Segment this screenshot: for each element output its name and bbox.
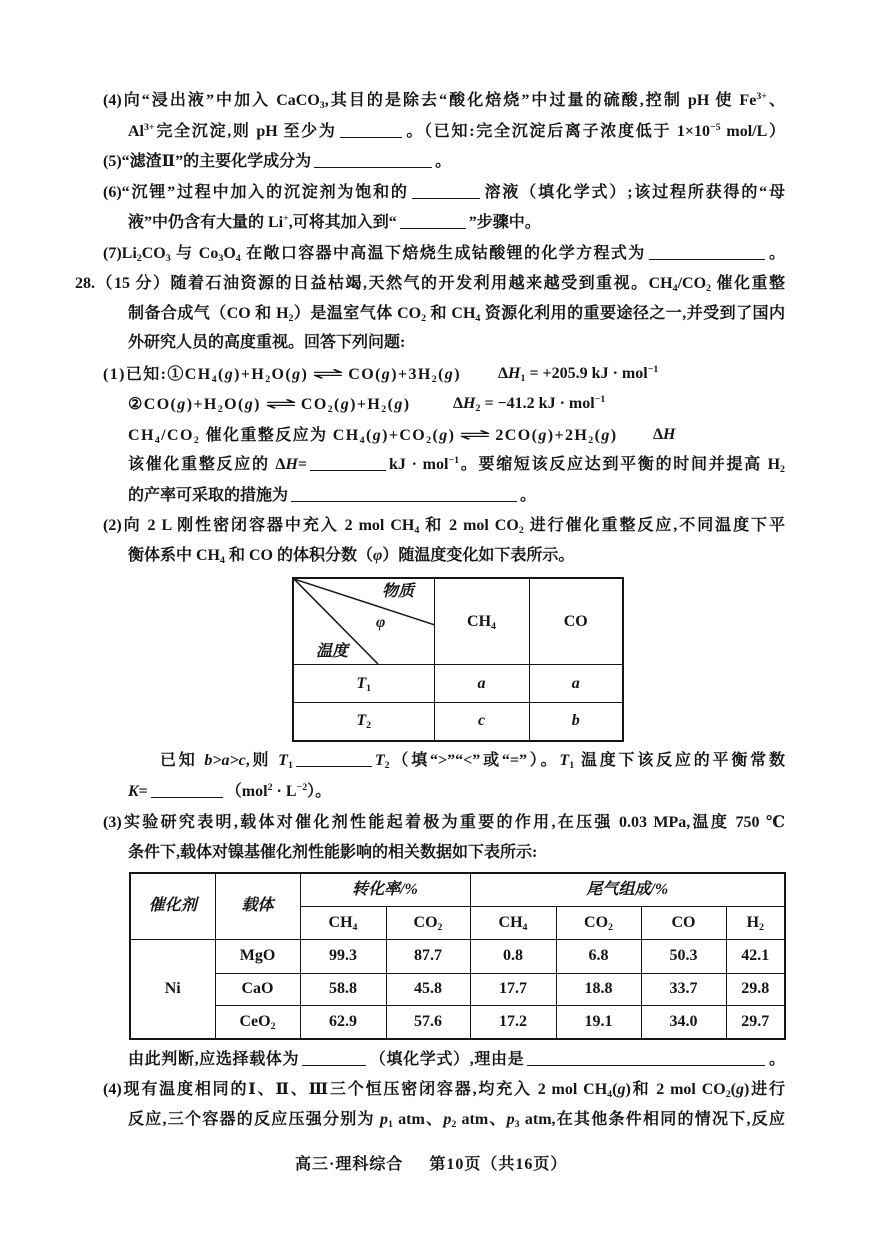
text-run: 。要缩短该反应达到平衡的时间并提高 H — [459, 456, 781, 473]
italic-symbol: g — [340, 396, 351, 413]
subscript: 2 — [759, 921, 764, 933]
text-run: Al — [128, 123, 144, 140]
subscript: 2 — [193, 434, 201, 446]
subscript: 2 — [780, 463, 785, 475]
subscript: 4 — [211, 373, 218, 385]
italic-symbol: g — [394, 396, 404, 413]
italic-symbol: g — [372, 427, 383, 444]
answer-blank — [649, 245, 765, 260]
superscript: + — [283, 213, 289, 225]
text-run: (1)已知:①CH — [103, 366, 212, 383]
italic-symbol: g — [292, 366, 302, 383]
table-cell: 33.7 — [641, 973, 726, 1005]
header-catalyst: 催化剂 — [130, 873, 215, 939]
column-axis-label: 物质 — [382, 583, 415, 600]
italic-symbol: g — [444, 366, 455, 383]
italic-symbol: p — [379, 1111, 388, 1128]
text-run: ( — [387, 396, 395, 413]
table-cell: 17.2 — [470, 1005, 556, 1039]
text-run: )+3H — [391, 366, 432, 383]
text-run: 和 CO 的体积分数（ — [224, 547, 373, 564]
text-run: ）随温度变化如下表所示。 — [382, 547, 575, 564]
superscript: 3+ — [756, 91, 767, 103]
table-row — [130, 973, 785, 1005]
table-cell: 58.8 — [300, 973, 386, 1005]
header-tail-gas-group: 尾气组成/% — [470, 873, 785, 906]
table-cell: a — [529, 665, 623, 703]
italic-symbol: T — [278, 752, 288, 769]
row-axis-label: 温度 — [316, 643, 349, 660]
italic-symbol: g — [244, 396, 255, 413]
answer-blank — [412, 184, 480, 199]
subscript: 2 — [384, 759, 390, 771]
q28-part4-line1 — [103, 1079, 785, 1101]
answer-blank — [340, 123, 402, 138]
answer-blank — [527, 1051, 765, 1066]
table-cell: 19.1 — [556, 1005, 641, 1039]
text-run: (4)向“浸出液”中加入 CaCO — [103, 92, 320, 109]
italic-symbol: g — [736, 1081, 744, 1098]
superscript: −5 — [710, 122, 721, 134]
subheader-tail-h2 — [726, 906, 785, 939]
equilibrium-arrow-icon: ⇌ — [312, 364, 345, 383]
header-support: 载体 — [215, 873, 300, 939]
text-run: 溶液（填化学式）;该过程所获得的“母 — [482, 184, 785, 201]
italic-symbol: H — [285, 456, 298, 473]
subheader-tail-ch4 — [470, 906, 556, 939]
subscript: 2 — [265, 373, 272, 385]
subscript: 3 — [218, 252, 224, 264]
text-run: ,其目的是除去“酸化焙烧”中过量的硫酸,控制 pH 使 Fe — [324, 92, 757, 109]
text-run: CO — [563, 612, 588, 630]
subscript: 4 — [491, 620, 496, 632]
text-run: ②CO( — [128, 396, 178, 413]
subscript: 2 — [381, 403, 388, 415]
text-run: )+CO — [382, 427, 427, 444]
italic-symbol: g — [381, 366, 392, 383]
text-run: （填化学式）,理由是 — [369, 1051, 525, 1068]
subscript: 2 — [588, 434, 595, 446]
subscript: 4 — [220, 554, 225, 566]
text-run: Δ — [498, 365, 509, 382]
table-cell: 57.6 — [386, 1005, 470, 1039]
italic-symbol: T — [559, 752, 570, 769]
subscript: 2 — [426, 434, 433, 446]
text-run: O( — [224, 396, 245, 413]
text-run: ( — [594, 427, 602, 444]
text-run: （mol — [225, 783, 268, 800]
superscript: −1 — [448, 455, 460, 467]
text-run: ,则 — [245, 752, 279, 769]
subscript: 2 — [431, 373, 439, 385]
q28-part4-line2 — [128, 1109, 785, 1131]
text-run: ( — [334, 396, 341, 413]
text-run: ) — [448, 427, 456, 444]
text-run: 外研究人员的高度重视。回答下列问题: — [128, 334, 406, 351]
subscript: 2 — [270, 1020, 276, 1032]
column-header-ch4 — [434, 578, 529, 665]
equilibrium-arrow-icon: ⇌ — [264, 394, 297, 413]
table-cell: 0.8 — [470, 939, 556, 973]
footer-subject: 高三·理科综合 — [295, 1156, 404, 1173]
table-cell: 50.3 — [641, 939, 726, 973]
q27-part7-line1 — [103, 243, 785, 265]
italic-symbol: H — [508, 365, 521, 382]
text-run: )进行 — [744, 1081, 785, 1098]
table-row — [130, 939, 785, 973]
page-footer — [295, 1154, 567, 1176]
q27-part5-line1 — [103, 151, 451, 173]
subscript: 3 — [514, 1118, 520, 1130]
support-cell — [215, 939, 300, 973]
italic-symbol: p — [506, 1111, 515, 1128]
text-run: 反应,三个容器的反应压强分别为 — [128, 1111, 380, 1128]
italic-symbol: H — [663, 426, 676, 443]
equilibrium-arrow-icon: ⇌ — [459, 425, 492, 444]
text-run: 和 CH — [426, 305, 476, 322]
subscript: 3 — [165, 252, 171, 264]
text-run: (2)向 2 L 刚性密闭容器中充入 2 mol CH — [103, 517, 415, 534]
text-run: 条件下,载体对镍基催化剂性能影响的相关数据如下表所示: — [128, 844, 538, 861]
table-row — [130, 1005, 785, 1039]
q28-part1-enthalpy3 — [653, 424, 675, 446]
q28-part1-equation2 — [128, 393, 411, 415]
italic-symbol: g — [617, 1081, 626, 1098]
text-run: (3)实验研究表明,载体对催化剂性能起着极为重要的作用,在压强 0.03 MPa,温度 750 ℃ — [103, 814, 785, 831]
text-run: ) — [254, 396, 261, 413]
superscript: −2 — [296, 782, 308, 794]
text-run: 的产率可采取的措施为 — [128, 487, 289, 504]
italic-symbol: K — [128, 783, 139, 800]
text-run: CH — [128, 427, 155, 444]
volume-fraction-table — [292, 577, 624, 742]
text-run: )+2H — [547, 427, 589, 444]
text-run: 液”中仍含有大量的 Li — [128, 214, 284, 231]
text-run: MgO — [239, 947, 276, 964]
subscript: 4 — [522, 921, 528, 933]
text-run: atm、 — [456, 1111, 507, 1128]
subscript: 2 — [706, 282, 711, 294]
q28-part1-equation3 — [128, 424, 617, 446]
text-run: 与 Co — [170, 245, 219, 262]
text-run: 。（已知:完全沉淀后离子浓度低于 1×10 — [404, 123, 711, 140]
q27-part6-line2 — [128, 212, 541, 234]
answer-blank — [302, 1051, 366, 1066]
value-axis-label: φ — [376, 614, 386, 631]
text-run: 催化重整 — [710, 275, 785, 292]
text-run: ( — [217, 366, 225, 383]
text-run: CeO — [239, 1012, 271, 1030]
subheader-tail-co2 — [556, 906, 641, 939]
text-run: ( — [432, 427, 440, 444]
subscript: 2 — [518, 524, 524, 536]
text-run: atm、 — [392, 1111, 444, 1128]
table-corner-header — [293, 578, 434, 665]
answer-blank — [296, 752, 372, 767]
text-run: （填“>”“<”或“=”）。 — [389, 752, 560, 769]
italic-symbol: T — [356, 712, 367, 730]
text-run: (4)现有温度相同的Ⅰ、Ⅱ、Ⅲ三个恒压密闭容器,均充入 2 mol CH — [103, 1081, 608, 1098]
subscript: 3 — [319, 99, 325, 111]
catalyst-cell: Ni — [130, 939, 215, 1039]
text-run: 催化重整反应为 CH — [200, 427, 360, 444]
q28-part2-line2 — [128, 545, 574, 567]
text-run: = — [138, 783, 148, 800]
answer-blank — [291, 487, 517, 502]
table-cell: 6.8 — [556, 939, 641, 973]
text-run: ( — [365, 427, 373, 444]
subscript: 4 — [235, 252, 241, 264]
table-row — [293, 703, 623, 741]
text-run: CH — [328, 913, 353, 931]
subheader-conversion-co2 — [386, 906, 470, 939]
text-run: 、 — [766, 92, 785, 109]
text-run: (6)“沉锂”过程中加入的沉淀剂为饱和的 — [103, 184, 409, 201]
subscript: 1 — [366, 682, 372, 694]
text-run: 。 — [435, 153, 452, 170]
text-run: Δ — [653, 426, 664, 443]
italic-symbol: g — [538, 427, 548, 444]
subscript: 2 — [725, 1088, 731, 1100]
text-run: ( — [730, 1081, 736, 1098]
text-run: ) — [403, 396, 411, 413]
table-row — [293, 665, 623, 703]
subscript: 2 — [366, 720, 372, 732]
subscript: 2 — [136, 252, 142, 264]
text-run: Δ — [453, 395, 464, 412]
text-run: = +205.9 kJ · mol — [525, 365, 648, 382]
italic-symbol: b>a>c — [204, 752, 246, 769]
table-cell: b — [529, 703, 623, 741]
text-run: 温度下该反应的平衡常数 — [574, 752, 785, 769]
italic-symbol: H — [463, 395, 476, 412]
q27-part6-line1 — [103, 182, 785, 204]
support-cell — [215, 1005, 300, 1039]
q27-part4-line1 — [103, 90, 785, 112]
text-run: CO — [671, 913, 696, 931]
text-run: 2CO( — [495, 427, 539, 444]
text-run: )+H — [186, 396, 218, 413]
table-cell: 29.8 — [726, 973, 785, 1005]
text-run: ) — [454, 366, 461, 383]
subscript: 2 — [421, 312, 427, 324]
table-header-row — [130, 873, 785, 906]
support-cell — [215, 973, 300, 1005]
text-run: CO — [300, 396, 328, 413]
table-header-row — [293, 578, 623, 665]
q28-part1-enthalpy1 — [498, 363, 658, 385]
text-run: ) — [301, 366, 309, 383]
text-run: (7)Li — [103, 245, 137, 262]
answer-blank — [151, 783, 223, 798]
text-run: = −41.2 kJ · mol — [480, 395, 595, 412]
subheader-tail-co — [641, 906, 726, 939]
text-run: CO — [413, 913, 438, 931]
subscript: 4 — [607, 1088, 613, 1100]
superscript: −1 — [647, 364, 659, 376]
row-label-t1 — [293, 665, 434, 703]
text-run: = — [297, 456, 308, 473]
text-run: CO — [584, 913, 609, 931]
italic-symbol: φ — [372, 547, 383, 564]
subscript: 2 — [475, 402, 481, 414]
q28-intro-line1 — [75, 273, 785, 295]
text-run: /CO — [161, 427, 194, 444]
text-run: )+H — [234, 366, 266, 383]
text-run: CaO — [241, 980, 274, 997]
text-run: ( — [612, 1081, 618, 1098]
text-run: O — [223, 245, 236, 262]
italic-symbol: g — [439, 427, 449, 444]
catalyst-support-table — [129, 872, 786, 1040]
italic-symbol: T — [374, 752, 385, 769]
text-run: 该催化重整反应的 Δ — [128, 456, 286, 473]
subscript: 4 — [414, 524, 420, 536]
q28-part3-line1 — [103, 812, 785, 834]
table-cell: 18.8 — [556, 973, 641, 1005]
subscript: 2 — [327, 403, 335, 415]
subscript: 1 — [520, 372, 526, 384]
superscript: 3+ — [144, 122, 155, 134]
subscript: 4 — [154, 434, 162, 446]
q28-part3-line3 — [128, 1049, 785, 1071]
corner-header-box — [294, 579, 435, 664]
header-conversion-group: 转化率/% — [300, 873, 470, 906]
subscript: 1 — [387, 1118, 393, 1130]
subscript: 4 — [359, 434, 366, 446]
text-run: O( — [271, 366, 293, 383]
footer-page-number: 第10页（共16页） — [429, 1156, 568, 1173]
text-run: H — [746, 913, 760, 931]
text-run: ”步骤中。 — [468, 214, 541, 231]
subscript: 2 — [437, 921, 443, 933]
text-run: 进行催化重整反应,不同温度下平 — [523, 517, 785, 534]
table-cell: 99.3 — [300, 939, 386, 973]
text-run: 资源化利用的重要途径之一,并受到了国内 — [480, 305, 785, 322]
q28-part1-line4 — [128, 454, 785, 476]
superscript: −1 — [594, 394, 606, 406]
table-cell: 87.7 — [386, 939, 470, 973]
q28-part1-enthalpy2 — [453, 393, 605, 415]
table-cell: 17.7 — [470, 973, 556, 1005]
subscript: 2 — [608, 921, 613, 933]
text-run: ）是温室气体 CO — [293, 305, 422, 322]
q27-part4-line2 — [128, 121, 785, 143]
italic-symbol: T — [356, 674, 367, 692]
italic-symbol: p — [443, 1111, 452, 1128]
subscript: 2 — [451, 1118, 457, 1130]
text-run: ,可将其加入到“ — [288, 214, 397, 231]
text-run: 由此判断,应选择载体为 — [128, 1051, 300, 1068]
q28-part2-line1 — [103, 515, 785, 537]
text-run: 衡体系中 CH — [128, 547, 221, 564]
q28-intro-line3 — [128, 332, 405, 354]
text-run: ) — [610, 427, 618, 444]
text-run: CO( — [348, 366, 382, 383]
table-cell: 62.9 — [300, 1005, 386, 1039]
text-run: mol/L） — [720, 123, 785, 140]
text-run: atm,在其他条件相同的情况下,反应 — [519, 1111, 785, 1128]
text-run: 。 — [768, 1051, 785, 1068]
row-label-t2 — [293, 703, 434, 741]
q28-part2-line3 — [160, 750, 785, 772]
text-run: ）。 — [307, 783, 332, 800]
subscript: 2 — [217, 403, 225, 415]
text-run: 28.（15 分）随着石油资源的日益枯竭,天然气的开发利用越来越受到重视。CH — [75, 275, 673, 292]
q28-part1-equation1 — [103, 363, 461, 385]
text-run: 完全沉淀,则 pH 至少为 — [154, 123, 337, 140]
text-run: 制备合成气（CO 和 H — [128, 305, 289, 322]
subscript: 1 — [569, 759, 575, 771]
text-run: · L — [272, 783, 297, 800]
text-run: ( — [438, 366, 445, 383]
column-header-co — [529, 578, 623, 665]
text-run: kJ · mol — [389, 456, 449, 473]
superscript: 2 — [267, 782, 273, 794]
text-run: CO — [141, 245, 166, 262]
table-cell: a — [434, 665, 529, 703]
q28-part2-line4 — [128, 781, 331, 803]
subscript: 4 — [352, 921, 358, 933]
subscript: 4 — [672, 282, 678, 294]
text-run: )和 2 mol CO — [625, 1081, 726, 1098]
q28-intro-line2 — [128, 303, 785, 325]
italic-symbol: g — [177, 396, 187, 413]
text-run: 和 2 mol CO — [419, 517, 519, 534]
subscript: 1 — [287, 759, 293, 771]
text-run: 。 — [767, 245, 785, 262]
q28-part1-line5 — [128, 485, 536, 507]
text-run: (5)“滤渣Ⅱ”的主要化学成分为 — [103, 153, 312, 170]
text-run: CH — [498, 913, 523, 931]
text-run: CH — [467, 612, 492, 630]
subscript: 2 — [288, 312, 294, 324]
table-cell: 34.0 — [641, 1005, 726, 1039]
text-run: 在敞口容器中高温下焙烧生成钴酸锂的化学方程式为 — [240, 245, 646, 262]
table-cell: 42.1 — [726, 939, 785, 973]
table-cell: 45.8 — [386, 973, 470, 1005]
table-cell: 29.7 — [726, 1005, 785, 1039]
subheader-conversion-ch4 — [300, 906, 386, 939]
q28-part3-line2 — [128, 842, 537, 864]
italic-symbol: g — [224, 366, 235, 383]
text-run: /CO — [677, 275, 707, 292]
text-run: )+H — [350, 396, 382, 413]
text-run: 已知 — [160, 752, 205, 769]
table-cell: c — [434, 703, 529, 741]
answer-blank — [310, 456, 386, 471]
subscript: 4 — [475, 312, 481, 324]
answer-blank — [400, 214, 466, 229]
answer-blank — [314, 153, 432, 168]
italic-symbol: g — [601, 427, 611, 444]
text-run: 。 — [520, 487, 537, 504]
